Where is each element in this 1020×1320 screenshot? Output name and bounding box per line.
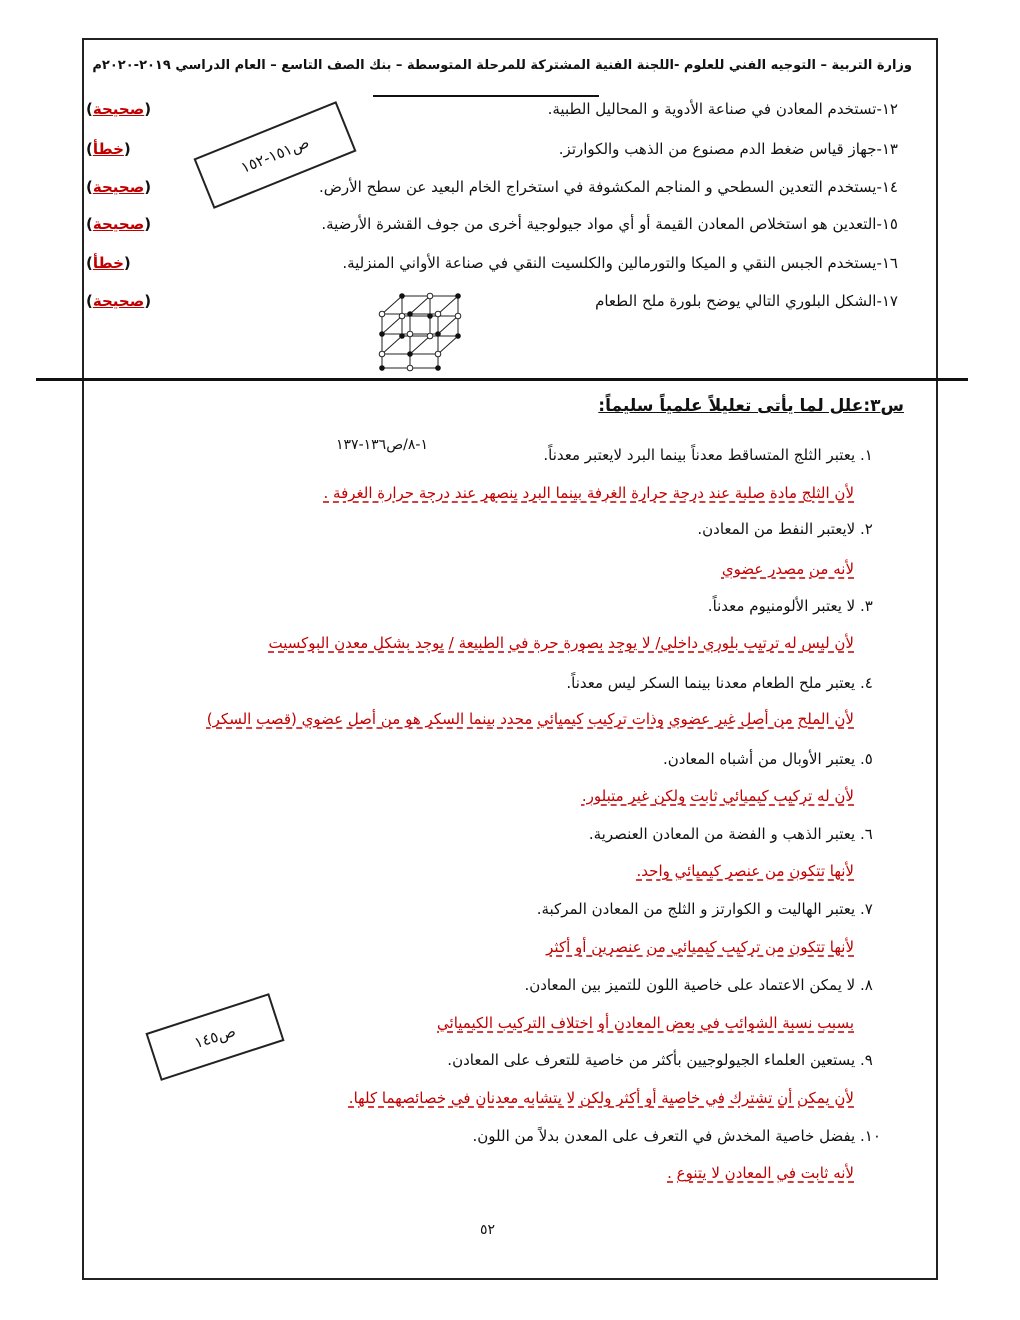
- question-text: لايعتبر النفط من المعادن.: [697, 520, 856, 538]
- open-paren: (: [144, 215, 152, 233]
- reason-answer: لأنه من مصدر عضوي: [721, 560, 854, 578]
- item-number: ٥.: [860, 750, 873, 768]
- tf-answer: [86, 100, 151, 118]
- item-number: ٨.: [860, 976, 873, 994]
- item-number: ٧.: [860, 900, 873, 918]
- tf-answer: [86, 254, 131, 272]
- reason-answer: لأن ليس له ترتيب بلوري داخلي/ لا يوجد بصورة حرة في الطبيعة / يوجد بشكل معدن البوكسيت: [268, 634, 854, 652]
- reason-question: [543, 446, 888, 464]
- reason-answer: لأن الثلج مادة صلبة عند درجة حرارة الغرفة بينما البرد ينصهر عند درجة حرارة الغرفة .: [323, 484, 854, 502]
- question-text: يعتبر ملح الطعام معدنا بينما السكر ليس معدناً.: [566, 674, 856, 692]
- tf-answer: [86, 178, 151, 196]
- reason-question: [524, 976, 888, 994]
- reason-question: [697, 520, 888, 538]
- question-text: يعتبر الهاليت و الكوارتز و الثلج من المعادن المركبة.: [536, 900, 856, 918]
- tf-question: ١٧-الشكل البلوري التالي يوضح بلورة ملح الطعام: [595, 292, 898, 310]
- answer-word: صحيحة: [92, 100, 145, 118]
- open-paren: (: [123, 140, 131, 158]
- item-number: ٣.: [860, 597, 873, 615]
- reason-question: [447, 1051, 888, 1069]
- reason-question: [566, 674, 888, 692]
- tf-answer: [86, 140, 131, 158]
- section-divider: [36, 378, 968, 381]
- tf-question: ١٥-التعدين هو استخلاص المعادن القيمة أو أي مواد جيولوجية أخرى من جوف القشرة الأرضية.: [321, 215, 898, 233]
- item-number: ٤.: [860, 674, 873, 692]
- reason-answer: لأنها تتكون من تركيب كيميائي من عنصرين أو أكثر: [546, 938, 854, 956]
- page-reference: ١-٨/ص١٣٦-١٣٧: [336, 437, 428, 453]
- question-text: يعتبر الذهب و الفضة من المعادن العنصرية.: [588, 825, 856, 843]
- close-paren: ): [86, 215, 93, 233]
- close-paren: ): [86, 100, 93, 118]
- tf-answer: [86, 292, 151, 310]
- reason-answer: لأن له تركيب كيميائي ثابت ولكن غير متبلور.: [581, 787, 854, 805]
- question-text: يستعين العلماء الجيولوجيين بأكثر من خاصية للتعرف على المعادن.: [447, 1051, 856, 1069]
- open-paren: (: [144, 178, 152, 196]
- open-paren: (: [144, 292, 152, 310]
- item-number: ١٠.: [860, 1127, 881, 1145]
- tf-question: ١٤-يستخدم التعدين السطحي و المناجم المكشوفة في استخراج الخام البعيد عن سطح الأرض.: [318, 178, 898, 196]
- item-number: ٦.: [860, 825, 873, 843]
- item-number: ٩.: [860, 1051, 873, 1069]
- answer-word: صحيحة: [92, 178, 145, 196]
- question-text: يعتبر الأوبال من أشباه المعادن.: [662, 750, 856, 768]
- stamp-text-2: ص١٤٥: [192, 1021, 238, 1053]
- tf-answer: [86, 215, 151, 233]
- close-paren: ): [86, 254, 93, 272]
- answer-word: صحيحة: [92, 292, 145, 310]
- tf-question: ١٢-تستخدم المعادن في صناعة الأدوية و المحاليل الطبية.: [547, 100, 898, 118]
- reason-question: [663, 750, 888, 768]
- question-text: لا يعتبر الألومنيوم معدناً.: [707, 597, 856, 615]
- reason-question: [473, 1127, 889, 1145]
- salt-crystal-figure: [374, 290, 466, 372]
- close-paren: ): [86, 140, 93, 158]
- reason-answer: لأن يمكن أن تشترك في خاصية أو أكثر ولكن لا يتشابه معدنان في خصائصهما كلها.: [348, 1089, 854, 1107]
- reason-question: [537, 900, 888, 918]
- reason-answer: بسبب نسبة الشوائب في بعض المعادن أو اختلاف التركيب الكيميائي: [437, 1014, 854, 1032]
- answer-word: خطأ: [92, 254, 124, 272]
- tf-question: ١٣-جهاز قياس ضغط الدم مصنوع من الذهب والكوارتز.: [558, 140, 898, 158]
- answer-word: صحيحة: [92, 215, 145, 233]
- item-number: ١.: [860, 446, 873, 464]
- question-text: يعتبر الثلج المتساقط معدناً بينما البرد لايعتبر معدناً.: [543, 446, 856, 464]
- reason-answer: لأنه ثابت في المعادن لا يتنوع .: [667, 1164, 854, 1182]
- reason-question: [708, 597, 888, 615]
- question-text: لا يمكن الاعتماد على خاصية اللون للتميز بين المعادن.: [524, 976, 856, 994]
- page-header: وزارة التربية – التوجيه الفني للعلوم -اللجنة الفنية المشتركة للمرحلة المتوسطة – بنك الصف التاسع – العام الدراسي ٢٠١٩-٢٠٢٠م: [92, 58, 912, 73]
- reason-answer: لأن الملح من أصل غير عضوي وذات تركيب كيميائي محدد بينما السكر هو من أصل عضوي (قصب السكر): [206, 710, 854, 728]
- close-paren: ): [86, 292, 93, 310]
- open-paren: (: [144, 100, 152, 118]
- stamp-text: ص١٥١-١٥٢: [238, 133, 312, 177]
- question-text: يفضل خاصية المخدش في التعرف على المعدن بدلاً من اللون.: [472, 1127, 856, 1145]
- tf-question: ١٦-يستخدم الجبس النقي و الميكا والتورمالين والكلسيت النقي في صناعة الأواني المنزلية.: [342, 254, 898, 272]
- open-paren: (: [123, 254, 131, 272]
- page-number: ٥٢: [480, 1222, 496, 1238]
- reason-question: [589, 825, 888, 843]
- answer-word: خطأ: [92, 140, 124, 158]
- reason-answer: لأنها تتكون من عنصر كيميائي واحد.: [636, 862, 854, 880]
- section-title: س٣:علل لما يأتى تعليلاً علمياً سليماً:: [598, 396, 904, 416]
- item-number: ٢.: [860, 520, 873, 538]
- close-paren: ): [86, 178, 93, 196]
- divider: [373, 95, 599, 97]
